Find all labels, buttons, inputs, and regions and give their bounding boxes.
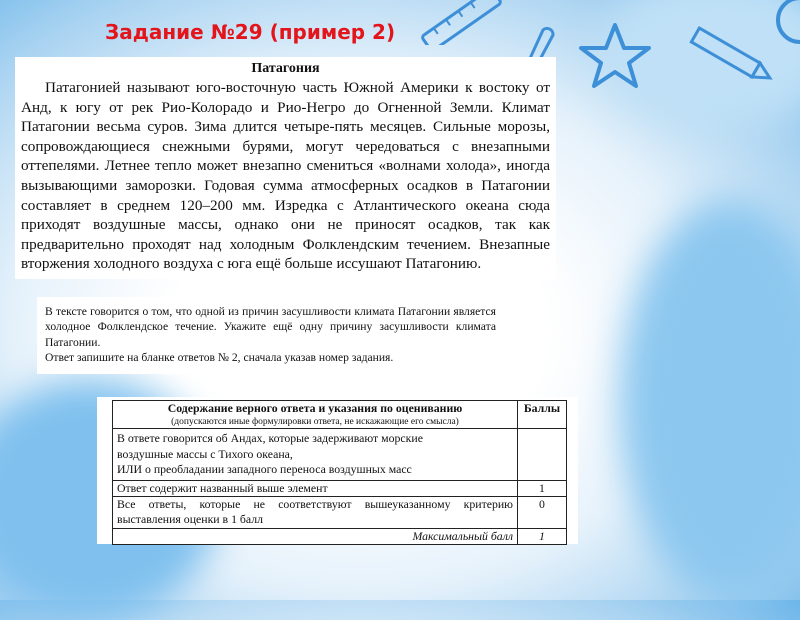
criterion-points: 1 xyxy=(518,480,567,496)
passage-heading: Патагония xyxy=(251,61,320,76)
header-note: (допускаются иные формулировки ответа, не искажающие его смысла) xyxy=(171,417,459,428)
criterion-text: Ответ содержит названный выше элемент xyxy=(113,480,518,496)
star-icon xyxy=(575,20,655,90)
passage-text: Патагонией называют юго-восточную часть Южной Америки к востоку от Анд, к югу от рек Рио-Колорадо и Рио-Негро до Огненной Земли. Климат Патагонии весьма суров. Зима длится четыре-пять месяцев. Сильные морозы, сопровождающиеся снежными бурями, могут чередоваться с внезапными оттепелями. Летнее тепло может внезапно смениться «волнами холода», иногда вызывающими заморозки. Годовая сумма атмосферных осадков в Патагонии составляет в среднем 120–200 мм. Изредка с Атлантического океана сюда приходят воздушные массы, однако они не приносят осадков, так как предварительно проходят над холодным Фолклендским течением. Внезапные вторжения холодного воздуха с юга ещё больше иссушают Патагонию. xyxy=(21,79,550,273)
empty-cell xyxy=(518,429,567,480)
slide-title: Задание №29 (пример 2) xyxy=(105,20,396,44)
header-points: Баллы xyxy=(518,401,567,429)
criterion-points: 0 xyxy=(518,497,567,529)
ruler-icon xyxy=(415,0,505,45)
table-row xyxy=(113,480,567,496)
rubric-table xyxy=(112,400,567,545)
table-row xyxy=(113,497,567,529)
rubric-box xyxy=(97,397,578,544)
table-row xyxy=(113,429,567,480)
answer-line: ИЛИ о преобладании западного переноса воздушных масс xyxy=(117,462,412,477)
max-points: 1 xyxy=(518,528,567,544)
task-box xyxy=(37,297,504,374)
table-header-row xyxy=(113,401,567,429)
answer-cell xyxy=(113,429,518,480)
criterion-text: Все ответы, которые не соответствуют вышеуказанному критерию выставления оценки в 1 балл xyxy=(113,497,518,529)
task-instruction: Ответ запишите на бланке ответов № 2, сначала указав номер задания. xyxy=(45,351,394,365)
answer-line: В ответе говорится об Андах, которые задерживают морские воздушные массы с Тихого океана, xyxy=(117,431,423,461)
task-question: В тексте говорится о том, что одной из причин засушливости климата Патагонии является холодное Фолклендское течение. Укажите ещё одну причину засушливости климата Патагонии. xyxy=(45,305,496,349)
header-title: Содержание верного ответа и указания по оцениванию xyxy=(167,401,463,415)
table-row xyxy=(113,528,567,544)
circle-icon xyxy=(760,0,800,60)
header-content xyxy=(113,401,518,429)
max-label: Максимальный балл xyxy=(113,528,518,544)
passage-box xyxy=(15,57,556,279)
